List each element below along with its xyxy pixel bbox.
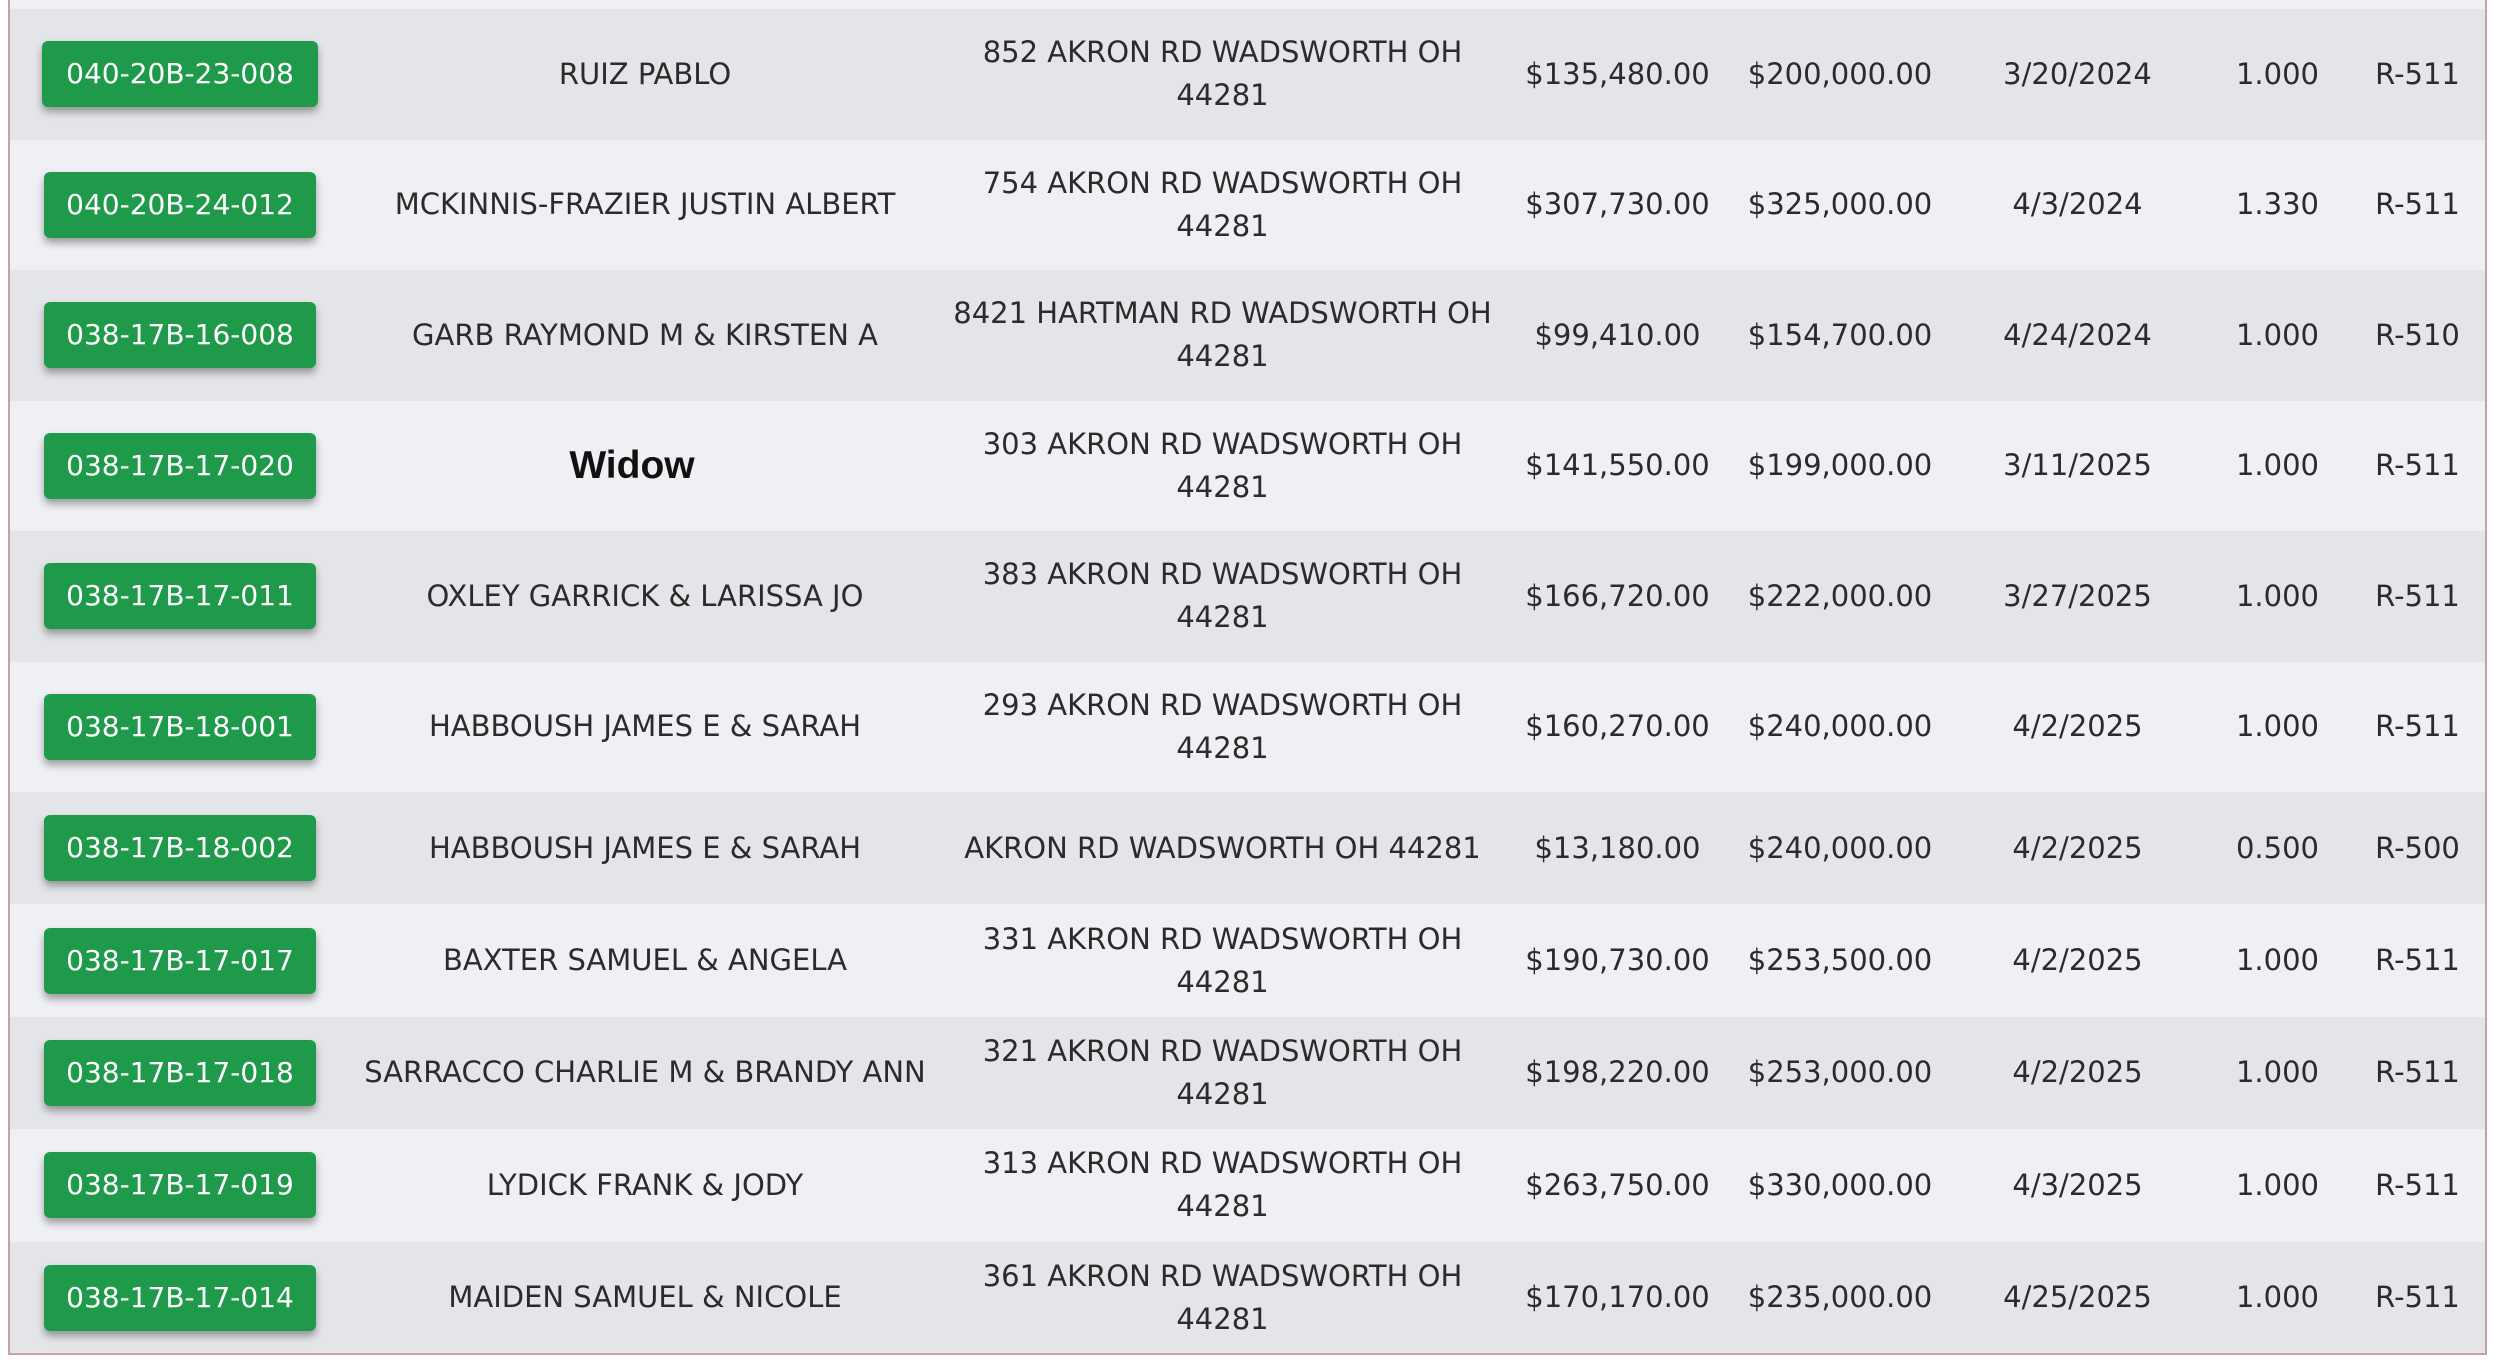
sale-price-cell: $253,500.00 [1747, 943, 1933, 978]
land-use-class-cell: R-511 [2375, 943, 2460, 978]
parcel-button[interactable]: 038-17B-16-008 [44, 302, 316, 368]
parcel-cell [10, 140, 350, 271]
table-row [10, 662, 2485, 793]
table-top-strip [10, 0, 2485, 9]
parcel-cell [10, 270, 350, 401]
assessed-value-cell: $307,730.00 [1525, 187, 1710, 222]
sale-date-cell: 4/2/2025 [2012, 830, 2143, 865]
table-row [10, 1242, 2485, 1354]
parcel-button[interactable]: 038-17B-17-014 [44, 1265, 316, 1331]
assessed-value-cell: $141,550.00 [1525, 448, 1710, 483]
owner-cell: MCKINNIS-FRAZIER JUSTIN ALBERT [394, 187, 896, 222]
owner-cell: MAIDEN SAMUEL & NICOLE [448, 1280, 842, 1315]
parcel-button[interactable]: 038-17B-18-002 [44, 815, 316, 881]
sales-table [10, 9, 2485, 1354]
sale-price-cell: $240,000.00 [1747, 709, 1933, 744]
table-row [10, 140, 2485, 271]
acres-cell: 1.000 [2235, 1280, 2320, 1315]
table-row [10, 531, 2485, 662]
parcel-cell [10, 662, 350, 793]
parcel-cell [10, 1129, 350, 1241]
assessed-value-cell: $198,220.00 [1525, 1055, 1710, 1090]
table-row [10, 792, 2485, 904]
address-cell: 754 AKRON RD WADSWORTH OH 44281 [982, 165, 1463, 243]
owner-cell: OXLEY GARRICK & LARISSA JO [426, 578, 864, 613]
address-cell: 8421 HARTMAN RD WADSWORTH OH 44281 [953, 296, 1492, 374]
sale-price-cell: $200,000.00 [1747, 56, 1933, 91]
owner-cell: BAXTER SAMUEL & ANGELA [442, 943, 848, 978]
parcel-button[interactable]: 038-17B-17-020 [44, 433, 316, 499]
parcel-button[interactable]: 040-20B-23-008 [42, 41, 318, 107]
parcel-cell [10, 904, 350, 1016]
parcel-button[interactable]: 038-17B-17-011 [44, 563, 316, 629]
sale-price-cell: $253,000.00 [1747, 1055, 1933, 1090]
address-cell: 852 AKRON RD WADSWORTH OH 44281 [982, 35, 1463, 113]
parcel-cell [10, 531, 350, 662]
sale-date-cell: 4/3/2025 [2012, 1167, 2143, 1202]
acres-cell: 1.000 [2235, 943, 2320, 978]
table-row [10, 1017, 2485, 1129]
acres-cell: 1.000 [2235, 56, 2320, 91]
acres-cell: 1.000 [2235, 578, 2320, 613]
parcel-button[interactable]: 038-17B-18-001 [44, 694, 316, 760]
sale-price-cell: $235,000.00 [1747, 1280, 1933, 1315]
acres-cell: 1.000 [2235, 448, 2320, 483]
owner-cell: GARB RAYMOND M & KIRSTEN A [412, 317, 878, 352]
land-use-class-cell: R-511 [2375, 709, 2460, 744]
sale-price-cell: $325,000.00 [1747, 187, 1933, 222]
address-cell: 321 AKRON RD WADSWORTH OH 44281 [982, 1033, 1463, 1111]
address-cell: AKRON RD WADSWORTH OH 44281 [964, 830, 1481, 865]
address-cell: 383 AKRON RD WADSWORTH OH 44281 [982, 557, 1463, 635]
parcel-cell [10, 9, 350, 140]
assessed-value-cell: $190,730.00 [1525, 943, 1710, 978]
table-row [10, 9, 2485, 140]
parcel-button[interactable]: 038-17B-17-019 [44, 1152, 316, 1218]
owner-cell: HABBOUSH JAMES E & SARAH [428, 709, 862, 744]
address-cell: 303 AKRON RD WADSWORTH OH 44281 [982, 426, 1463, 504]
parcel-cell [10, 792, 350, 904]
sale-date-cell: 4/24/2024 [2003, 317, 2152, 352]
sale-price-cell: $222,000.00 [1747, 578, 1933, 613]
sales-table-container [8, 0, 2487, 1355]
address-cell: 361 AKRON RD WADSWORTH OH 44281 [982, 1258, 1463, 1336]
owner-cell: RUIZ PABLO [558, 56, 732, 91]
assessed-value-cell: $166,720.00 [1525, 578, 1710, 613]
sale-date-cell: 4/3/2024 [2012, 187, 2143, 222]
table-row [10, 270, 2485, 401]
sale-price-cell: $240,000.00 [1747, 830, 1933, 865]
parcel-cell [10, 1242, 350, 1354]
land-use-class-cell: R-510 [2375, 317, 2460, 352]
table-row [10, 401, 2485, 532]
sale-price-cell: $154,700.00 [1747, 317, 1933, 352]
land-use-class-cell: R-511 [2375, 448, 2460, 483]
sale-price-cell: $330,000.00 [1747, 1167, 1933, 1202]
sale-date-cell: 4/2/2025 [2012, 1055, 2143, 1090]
parcel-button[interactable]: 038-17B-17-017 [44, 928, 316, 994]
sale-price-cell: $199,000.00 [1747, 448, 1933, 483]
owner-cell: HABBOUSH JAMES E & SARAH [428, 830, 862, 865]
address-cell: 293 AKRON RD WADSWORTH OH 44281 [982, 687, 1463, 765]
table-row [10, 904, 2485, 1016]
assessed-value-cell: $99,410.00 [1534, 317, 1701, 352]
sale-date-cell: 4/25/2025 [2003, 1280, 2152, 1315]
land-use-class-cell: R-511 [2375, 56, 2460, 91]
land-use-class-cell: R-511 [2375, 187, 2460, 222]
acres-cell: 1.000 [2235, 317, 2320, 352]
acres-cell: 1.000 [2235, 709, 2320, 744]
parcel-cell [10, 401, 350, 532]
address-cell: 313 AKRON RD WADSWORTH OH 44281 [982, 1146, 1463, 1224]
sale-date-cell: 3/20/2024 [2003, 56, 2152, 91]
owner-cell: LYDICK FRANK & JODY [486, 1167, 804, 1202]
address-cell: 331 AKRON RD WADSWORTH OH 44281 [982, 921, 1463, 999]
land-use-class-cell: R-511 [2375, 1280, 2460, 1315]
sale-date-cell: 3/27/2025 [2003, 578, 2152, 613]
assessed-value-cell: $135,480.00 [1525, 56, 1710, 91]
land-use-class-cell: R-511 [2375, 1167, 2460, 1202]
parcel-button[interactable]: 040-20B-24-012 [44, 172, 316, 238]
owner-cell: Widow [569, 444, 695, 488]
assessed-value-cell: $160,270.00 [1525, 709, 1710, 744]
land-use-class-cell: R-511 [2375, 1055, 2460, 1090]
acres-cell: 1.330 [2235, 187, 2320, 222]
acres-cell: 1.000 [2235, 1055, 2320, 1090]
acres-cell: 1.000 [2235, 1167, 2320, 1202]
table-row [10, 1129, 2485, 1241]
assessed-value-cell: $170,170.00 [1525, 1280, 1710, 1315]
land-use-class-cell: R-511 [2375, 578, 2460, 613]
assessed-value-cell: $13,180.00 [1534, 830, 1701, 865]
sale-date-cell: 3/11/2025 [2003, 448, 2152, 483]
owner-cell: SARRACCO CHARLIE M & BRANDY ANN [364, 1055, 926, 1090]
sale-date-cell: 4/2/2025 [2012, 943, 2143, 978]
land-use-class-cell: R-500 [2375, 830, 2460, 865]
acres-cell: 0.500 [2235, 830, 2320, 865]
parcel-button[interactable]: 038-17B-17-018 [44, 1040, 316, 1106]
assessed-value-cell: $263,750.00 [1525, 1167, 1710, 1202]
parcel-cell [10, 1017, 350, 1129]
sale-date-cell: 4/2/2025 [2012, 709, 2143, 744]
